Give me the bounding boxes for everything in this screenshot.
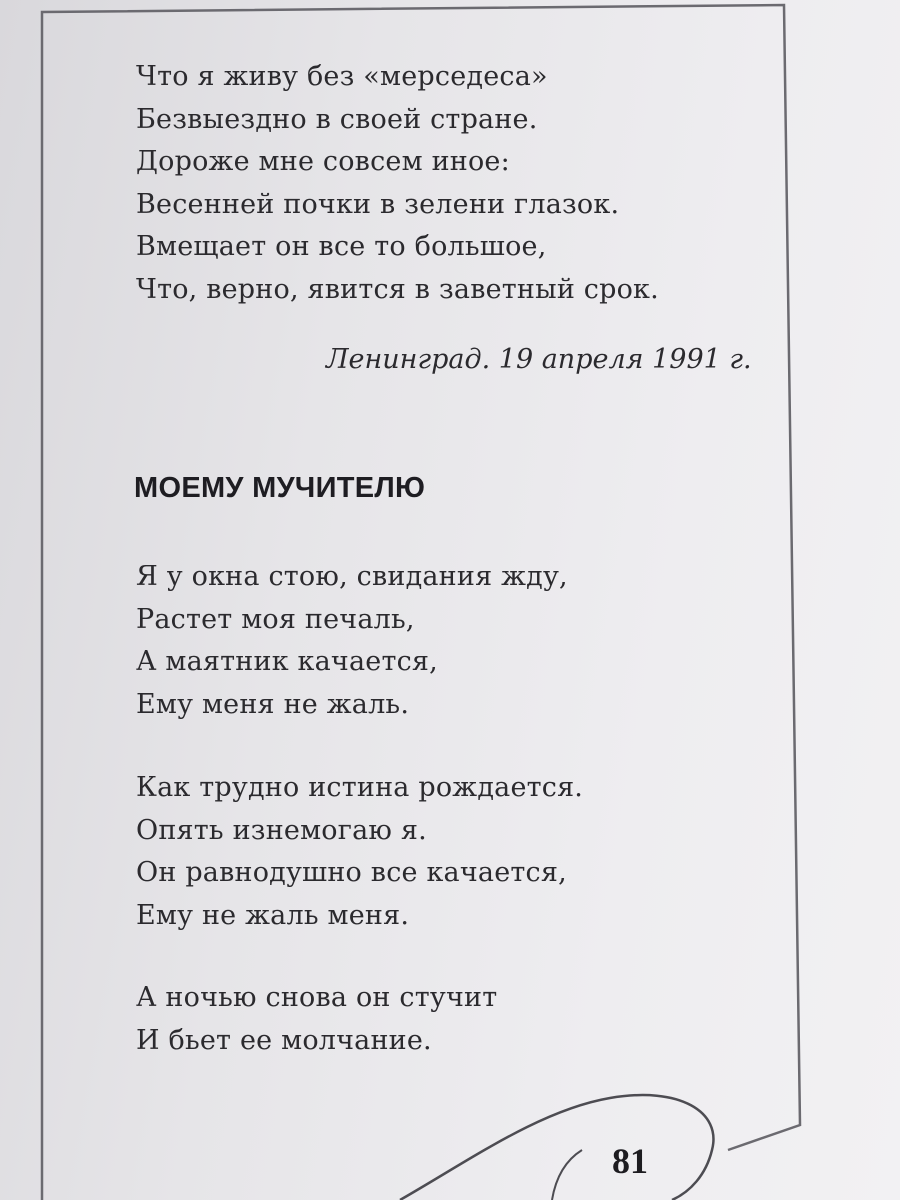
poem-line: Безвыездно в своей стране.	[136, 103, 538, 135]
poem-line: Дороже мне совсем иное:	[136, 146, 510, 177]
date-signature: Ленинград. 19 апреля 1991 г.	[326, 344, 752, 375]
poem-line: Вмещает он все то большое,	[136, 231, 547, 262]
poem-line: Что, верно, явится в заветный срок.	[136, 273, 659, 305]
stanza-3	[136, 977, 756, 1062]
poem-line: Растет моя печаль,	[136, 603, 415, 635]
poem-title: МОЕМУ МУЧИТЕЛЮ	[134, 472, 426, 504]
poem-line: Опять изнемогаю я.	[136, 814, 427, 846]
poem-line: Ему меня не жаль.	[136, 688, 410, 720]
top-stanza	[136, 56, 756, 311]
poem-line: Что я живу без «мерседеса»	[136, 61, 548, 92]
poem-line: Он равнодушно все качается,	[136, 857, 567, 888]
poem-line: Как трудно истина рождается.	[136, 772, 584, 803]
poem-line: Весенней почки в зелени глазок.	[136, 188, 620, 220]
poem-line: А ночью снова он стучит	[136, 982, 498, 1013]
poem-line: Ему не жаль меня.	[136, 899, 410, 931]
poem-line: Я у окна стою, свидания жду,	[136, 561, 568, 592]
poem-line: И бьет ее молчание.	[136, 1024, 432, 1056]
poem-line: А маятник качается,	[136, 646, 438, 677]
page-number: 81	[612, 1141, 648, 1181]
stanza-2	[136, 767, 756, 937]
stanza-1	[136, 556, 756, 726]
